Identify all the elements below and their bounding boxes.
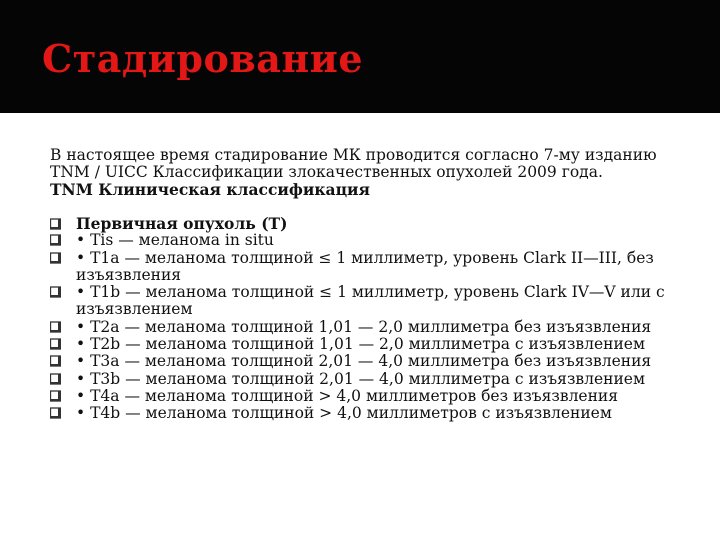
intro-line-1: В настоящее время стадирование МК проводится согласно 7-му изданию (50, 146, 657, 164)
list-item-text: • T1a — меланома толщиной ≤ 1 миллиметр, уровень Clark II—III, без изъязвления (76, 248, 654, 284)
intro-block (50, 147, 690, 198)
square-bullet-icon (50, 407, 61, 420)
square-bullet-icon (50, 286, 61, 299)
list-item (50, 353, 690, 370)
list-item-text: • T2b — меланома толщиной 1,01 — 2,0 миллиметра с изъязвлением (76, 335, 646, 354)
square-bullet-icon (50, 321, 61, 334)
title-bar (0, 0, 720, 113)
list-item-text: • Tis — меланома in situ (76, 231, 274, 250)
list-item (50, 388, 690, 405)
list-item-text: • T4b — меланома толщиной > 4,0 миллиметров с изъязвлением (76, 404, 612, 423)
slide-title: Стадирование (42, 36, 364, 81)
list-item (50, 371, 690, 388)
list-item (50, 284, 690, 319)
list-item-text: • T4a — меланома толщиной > 4,0 миллиметров без изъязвления (76, 386, 619, 405)
list-item (50, 405, 690, 422)
list-item (50, 215, 690, 232)
list-item-text: • T3a — меланома толщиной 2,01 — 4,0 миллиметра без изъязвления (76, 352, 652, 371)
square-bullet-icon (50, 355, 61, 368)
intro-line-2: TNM / UICC Классификации злокачественных опухолей 2009 года. (50, 163, 603, 181)
list-item-text: • T1b — меланома толщиной ≤ 1 миллиметр, уровень Clark IV—V или с изъязвлением (76, 283, 665, 319)
subheading: TNM Клиническая классификация (50, 180, 370, 199)
list-item (50, 250, 690, 285)
square-bullet-icon (50, 373, 61, 386)
list-item (50, 336, 690, 353)
list-item-text: • T2a — меланома толщиной 1,01 — 2,0 миллиметра без изъязвления (76, 317, 652, 336)
square-bullet-icon (50, 234, 61, 247)
list-item (50, 232, 690, 249)
list-item-text: Первичная опухоль (Т) (76, 214, 288, 233)
square-bullet-icon (50, 338, 61, 351)
bullet-list (50, 215, 690, 423)
list-item-text: • T3b — меланома толщиной 2,01 — 4,0 миллиметра с изъязвлением (76, 369, 646, 388)
square-bullet-icon (50, 217, 61, 230)
square-bullet-icon (50, 390, 61, 403)
list-item (50, 319, 690, 336)
square-bullet-icon (50, 252, 61, 265)
